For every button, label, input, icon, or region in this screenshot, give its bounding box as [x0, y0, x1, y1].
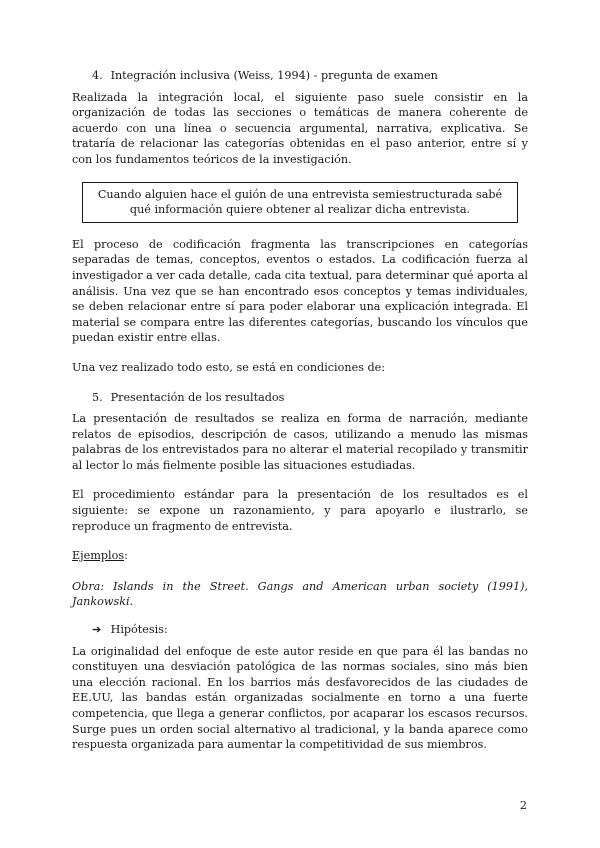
section-heading-4 — [92, 68, 528, 84]
section-title: Integración inclusiva (Weiss, 1994) - pregunta de examen — [110, 69, 438, 82]
paragraph-transition: Una vez realizado todo esto, se está en condiciones de: — [72, 360, 386, 374]
page-number: 2 — [519, 799, 527, 812]
paragraph-integration: Realizada la integración local, el siguiente paso suele consistir en la organización de todas las secciones o temáticas de manera coherente de acuerdo con una línea o secuencia argumental, narrativa, explicativa. Se trataría de relacionar las categorías obtenidas en el paso anterior, entre sí y con los fundamentos teóricos de la investigación. — [72, 90, 528, 166]
arrow-icon: ➔ — [92, 623, 102, 637]
hypothesis-bullet — [92, 622, 528, 638]
paragraph-hypothesis: La originalidad del enfoque de este autor reside en que para él las bandas no constituyen una desviación patológica de las normas sociales, sino más bien una elección racional. En los barrios más desfavorecidos de las ciudades de EE.UU, las bandas están organizadas socialmente en torno a una fuerte competencia, que llega a generar conflictos, por acaparar los escasos recursos. Surge pues un orden social alternativo al tradicional, y la banda aparece como respuesta organizada para aumentar la competitividad de sus miembros. — [72, 644, 528, 752]
examples-label: Ejemplos — [72, 549, 125, 563]
section-heading-5 — [92, 390, 528, 406]
paragraph-procedure: El procedimiento estándar para la presentación de los resultados es el siguiente: se expone un razonamiento, y para apoyarlo e ilustrarlo, se reproduce un fragmento de entrevista. — [72, 488, 528, 533]
work-citation: Obra: Islands in the Street. Gangs and American urban society (1991), Jankowski. — [72, 579, 528, 609]
examples-heading — [72, 548, 528, 564]
paragraph-coding: El proceso de codificación fragmenta las transcripciones en categorías separadas de temas, conceptos, eventos o estados. La codificación fuerza al investigador a ver cada detalle, cada cita textual, para determinar qué aporta al análisis. Una vez que se han encontrado esos conceptos y temas individuales, se deben relacionar entre sí para poder elaborar una explicación integrada. El material se compara entre las diferentes categorías, buscando los vínculos que puedan existir entre ellas. — [72, 237, 528, 345]
section-number: 5. — [92, 390, 103, 404]
section-number: 4. — [92, 69, 103, 82]
paragraph-presentation: La presentación de resultados se realiza en forma de narración, mediante relatos de episodios, descripción de casos, utilizando a menudo las mismas palabras de los entrevistados para no alterar el material recopilado y transmitir al lector lo más fielmente posible las situaciones estudiadas. — [72, 412, 528, 472]
document-page — [72, 68, 528, 767]
examples-colon: : — [124, 549, 128, 563]
section-title: Presentación de los resultados — [110, 390, 285, 404]
highlight-box: Cuando alguien hace el guión de una entrevista semiestructurada sabé qué información quiere obtener al realizar dicha entrevista. — [82, 182, 518, 223]
bullet-label: Hipótesis: — [110, 623, 168, 637]
